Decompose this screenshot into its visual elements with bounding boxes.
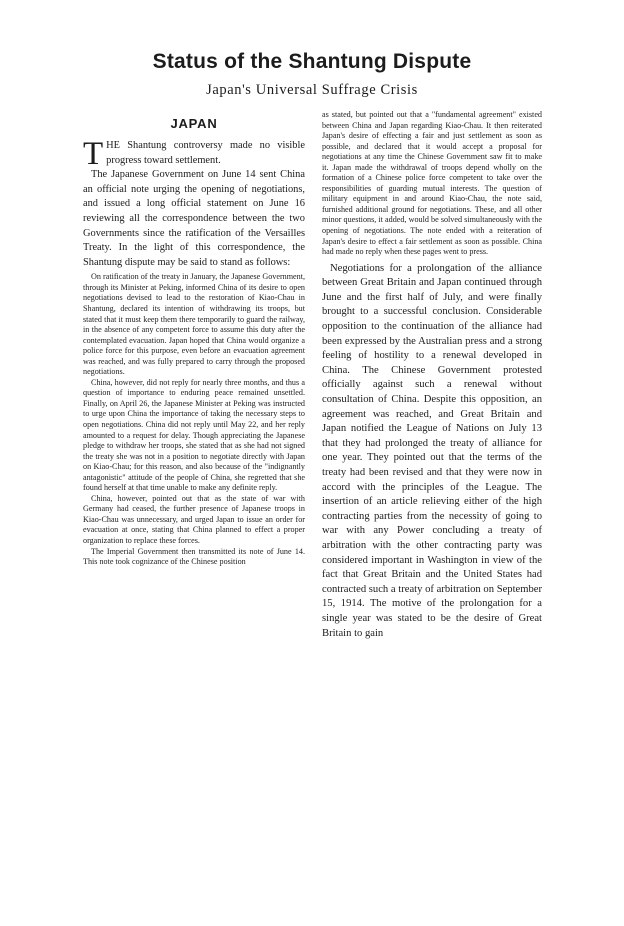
article-subtitle: Japan's Universal Suffrage Crisis [206, 82, 418, 98]
body-paragraph: China, however, did not reply for nearly three months, and thus a question of importance to enduring peace remained unsettled. Finally, on April 26, the Japanese Minister at Peking was instructed to urge upon China the importance of taking the necessary steps to open negotiations. China did not reply until May 22, and her reply amounted to a request for delay. Though appreciating the Japanese pledge to withdraw her troops, she stated that as she had not signed the treaty she was not in a position to negotiate directly with Japan on Kiao-Chau; for this reason, and also because of the "indignantly antagonistic" attitude of the people of China, she regretted that she found herself at that time unable to make any definite reply. [83, 377, 305, 493]
left-column [83, 110, 305, 568]
body-paragraph: China, however, pointed out that as the state of war with Germany had ceased, the further presence of Japanese troops in Kiao-Chau was unnecessary, and urged Japan to issue an order for evacuation at once, stating that China planned to effect a proper organization to replace these forces. [83, 493, 305, 546]
lead-text: HE Shantung controversy made no visible progress toward settlement. [106, 140, 305, 166]
drop-cap: T [83, 136, 104, 172]
lead-paragraph-2: The Japanese Government on June 14 sent China an official note urging the opening of negotiations, and issued a long official statement on June 16 reviewing all the correspondence between the two Governments since the ratification of the Versailles Treaty. In the light of this correspondence, the Shantung dispute may be said to stand as follows: [83, 169, 305, 268]
article-title: Status of the Shantung Dispute [152, 50, 472, 73]
body-paragraph: On ratification of the treaty in January, the Japanese Government, through its Minister at Peking, informed China of its desire to open negotiations devised to lead to the restoration of Kiao-Chau in Shantung, declared its intention of withdrawing its troops, but stated that it must keep them there temporarily to guard the railway, in the absence of any competent force to assume this duty after the contemplated evacuation. Japan hoped that China would organize a police force for this purpose, even before an evacuation agreement was reached, and was fully prepared to carry through the proposed negotiations. [83, 272, 305, 377]
right-column [322, 110, 542, 641]
section-heading: JAPAN [170, 116, 218, 131]
body-paragraph-large: Negotiations for a prolongation of the alliance between Great Britain and Japan continued through June and the first half of July, and were finally brought to a successful conclusion. Considerable opposition to the continuation of the alliance had been expressed by the Australian press and a strong feeling of hostility to a renewal developed in China. The Chinese Government protested officially against such a renewal without consultation of China. Despite this opposition, an agreement was reached, and Great Britain and Japan notified the League of Nations on July 13 that they had prolonged the treaty of alliance for one year. They pointed out that the terms of the treaty had been revised and that they were now in accord with the principles of the League. The insertion of an article relieving either of the high contracting parties from the necessity of going to war with any Power concluding a treaty of arbitration with the other contracting party was considered important in Washington in view of the fact that Great Britain and the United States had contracted such a treaty of arbitration on September 15, 1914. The motive of the prolongation for a single year was stated to be the desire of Great Britain to gain [322, 262, 542, 639]
lead-paragraph [83, 136, 305, 172]
body-paragraph: as stated, but pointed out that a "fundamental agreement" existed between China and Japan regarding Kiao-Chau. It then reiterated Japan's desire of effecting a fair and just settlement as soon as possible, and declared that it would accept a proposal for negotiations at any time the Chinese Government saw fit to make it. Japan made the withdrawal of troops depend wholly on the formation of a Chinese police force competent to take over the responsibilities of guarding mutual interests. The question of military equipment in and around Kiao-Chau, the note said, furnished additional ground for negotiations. These, and all other minor questions, it added, would be solved simultaneously with the opening of negotiations. The note ended with a reiteration of Japan's desire to effect a fair settlement as soon as possible. China had made no reply when these pages went to press. [322, 110, 542, 257]
body-paragraph: The Imperial Government then transmitted its note of June 14. This note took cognizance of the Chinese position [83, 546, 305, 567]
